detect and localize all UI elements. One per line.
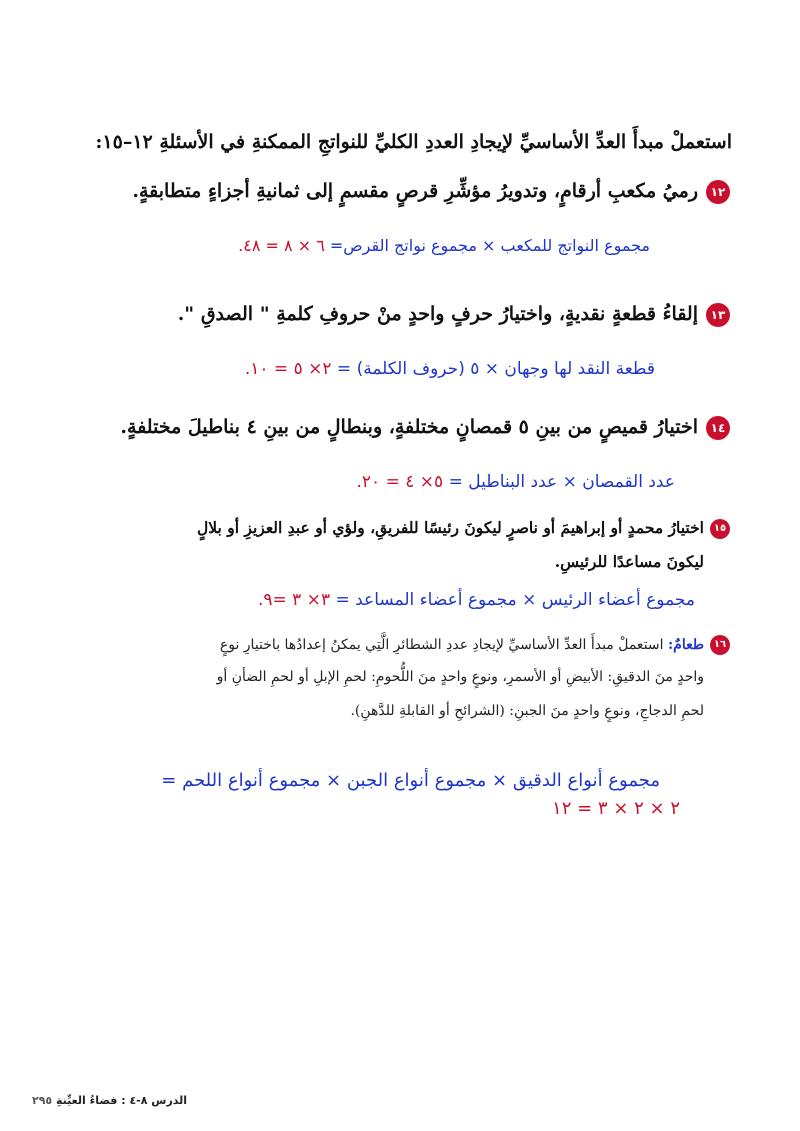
question-text: رميُ مكعبِ أرقامٍ، وتدويرُ مؤشِّرِ قرصٍ مقسمٍ إلى ثمانيةِ أجزاءٍ متطابقةٍ. xyxy=(132,180,698,202)
question-number-badge: ١٣ xyxy=(706,303,730,327)
answer-calculation: ٥× ٤ = ٢٠. xyxy=(356,472,444,492)
answer-calculation: ٢× ٥ = ١٠. xyxy=(244,359,332,379)
question-16-line-3: لحمِ الدجاجِ، ونوعٍ واحدٍ منَ الجبنِ: (الشرائحِ أو القابلةِ للدَّهنِ). xyxy=(350,703,704,719)
question-15-line-2: ليكونَ مساعدًا للرئيسِ. xyxy=(554,552,704,571)
page-footer xyxy=(30,1094,187,1107)
answer-12 xyxy=(238,236,650,255)
question-number-badge: ١٤ xyxy=(706,416,730,440)
page-number: ٢٩٥ xyxy=(32,1094,53,1107)
answer-text: مجموع النواتج للمكعب × مجموع نواتج القرص= xyxy=(329,236,650,255)
instructions-heading: استعملْ مبدأَ العدِّ الأساسيِّ لإيجادِ العددِ الكليِّ للنواتجِ الممكنةِ في الأسئلةِ ١٢–١٥: xyxy=(95,131,732,153)
question-text: اختيارُ قميصٍ من بينِ ٥ قمصانٍ مختلفةٍ، وبنطالٍ من بينِ ٤ بناطيلَ مختلفةٍ. xyxy=(120,416,698,438)
answer-text: عدد القمصان × عدد البناطيل = xyxy=(448,472,675,492)
question-label: طعامٌ: xyxy=(668,637,704,653)
question-16-line-2: واحدٍ منَ الدقيقِ: الأبيضِ أو الأسمرِ، ونوعٍ واحدٍ منَ اللُّحومِ: لحمِ الإبلِ أو لحمِ الضأنِ أو xyxy=(216,669,704,685)
question-number-badge: ١٥ xyxy=(710,519,730,539)
answer-15 xyxy=(258,590,695,610)
answer-16-line-2: ٢ × ٢ × ٣ = ١٢ xyxy=(552,798,680,819)
question-text: إلقاءُ قطعةٍ نقديةٍ، واختيارُ حرفٍ واحدٍ منْ حروفِ كلمةِ " الصدقِ ". xyxy=(177,303,698,325)
answer-calculation: ٣× ٣ =٩. xyxy=(257,590,331,610)
question-16-line-1 xyxy=(220,635,730,655)
answer-calculation: ٦ × ٨ = ٤٨. xyxy=(238,236,325,255)
answer-16-line-1: مجموع أنواع الدقيق × مجموع أنواع الجبن × مجموع أنواع اللحم = xyxy=(161,770,660,791)
question-12 xyxy=(132,180,730,204)
question-13 xyxy=(178,303,730,327)
question-15-line-1 xyxy=(197,518,730,539)
answer-text: قطعة النقد لها وجهان × ٥ (حروف الكلمة) = xyxy=(336,359,655,379)
answer-13 xyxy=(245,359,655,379)
question-14 xyxy=(120,416,730,440)
answer-14 xyxy=(357,472,675,492)
answer-text: مجموع أعضاء الرئيس × مجموع أعضاء المساعد = xyxy=(335,590,695,610)
question-number-badge: ١٢ xyxy=(706,180,730,204)
lesson-title: الدرس ٨-٤ : فضاءُ العيِّنةِ xyxy=(56,1094,188,1107)
question-text: اختيارُ محمدٍ أو إبراهيمَ أو ناصرٍ ليكونَ رئيسًا للفريقِ، ولؤي أو عبدِ العزيزِ أو بلالٍ xyxy=(197,518,704,537)
question-text: استعملْ مبدأَ العدِّ الأساسيِّ لإيجادِ عددِ الشطائرِ الَّتِي يمكنُ إعدادُها باختيارِ نوعٍ xyxy=(219,637,664,653)
question-number-badge: ١٦ xyxy=(710,635,730,655)
